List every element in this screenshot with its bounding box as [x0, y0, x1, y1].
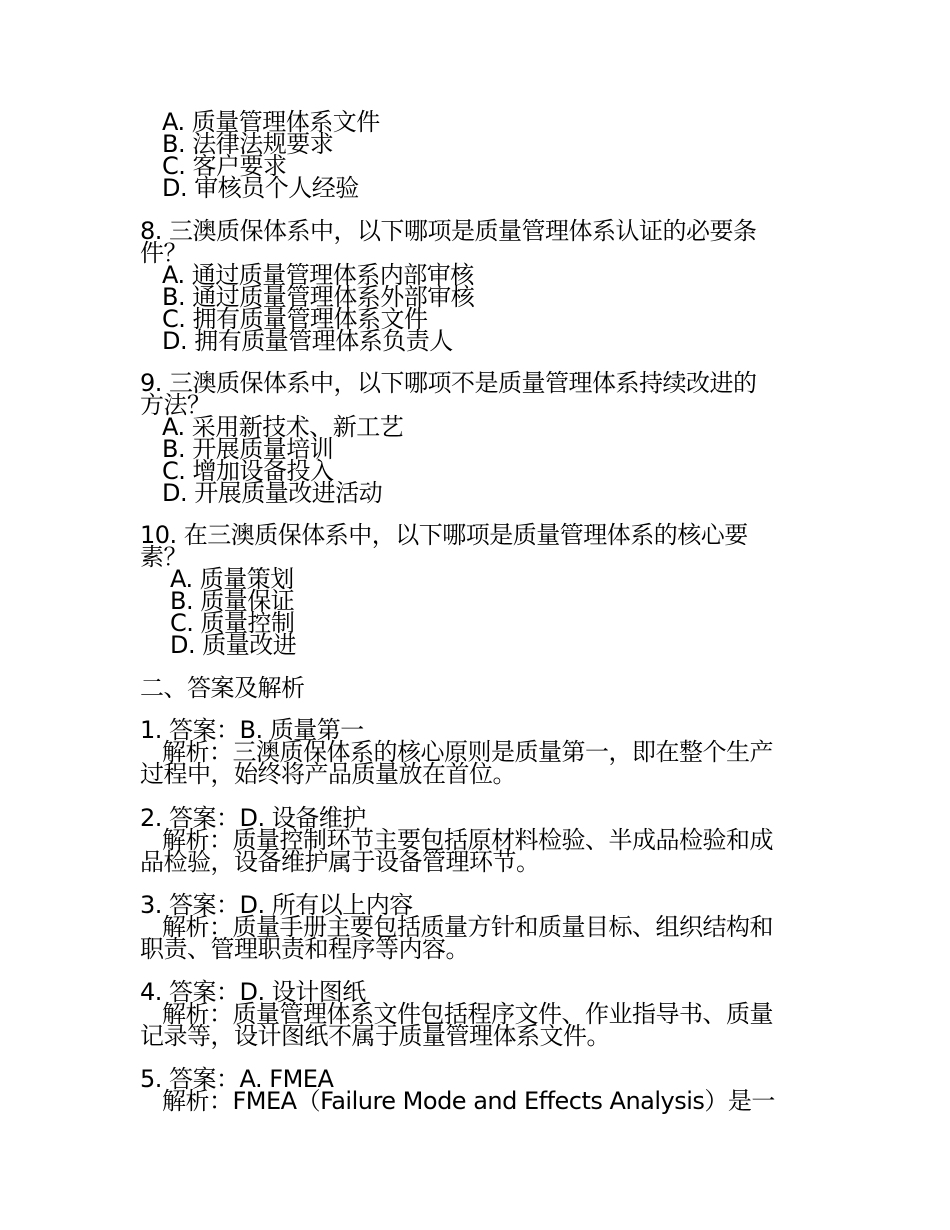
question-stem-line: 10. 在三澳质保体系中，以下哪项是质量管理体系的核心要 [140, 521, 748, 549]
option-line: B. 开展质量培训 [162, 435, 334, 463]
answer-line: 3. 答案：D. 所有以上内容 [140, 891, 413, 919]
explanation-line: 品检验，设备维护属于设备管理环节。 [140, 848, 540, 876]
option-line: D. 质量改进 [170, 631, 297, 659]
answer-line: 1. 答案：B. 质量第一 [140, 716, 364, 744]
option-line: C. 拥有质量管理体系文件 [162, 305, 428, 333]
question-stem-line: 方法？ [140, 391, 211, 419]
explanation-line: 解析：三澳质保体系的核心原则是质量第一，即在整个生产 [162, 738, 773, 766]
explanation-line: 解析：质量管理体系文件包括程序文件、作业指导书、质量 [162, 1000, 773, 1028]
option-line: C. 客户要求 [162, 152, 287, 180]
option-line: D. 开展质量改进活动 [162, 479, 383, 507]
explanation-line: 解析：质量控制环节主要包括原材料检验、半成品检验和成 [162, 826, 773, 854]
explanation-line: 职责、管理职责和程序等内容。 [140, 935, 469, 963]
option-line: B. 质量保证 [170, 587, 295, 615]
option-line: C. 质量控制 [170, 609, 295, 637]
answer-line: 5. 答案：A. FMEA [140, 1065, 334, 1093]
explanation-line: 解析：质量手册主要包括质量方针和质量目标、组织结构和 [162, 913, 773, 941]
question-stem-line: 9. 三澳质保体系中，以下哪项不是质量管理体系持续改进的 [140, 369, 757, 397]
option-line: A. 采用新技术、新工艺 [162, 413, 404, 441]
question-stem-line: 素？ [140, 543, 187, 571]
option-line: D. 审核员个人经验 [162, 174, 359, 202]
explanation-line: 解析：FMEA（Failure Mode and Effects Analysis）是一 [162, 1087, 775, 1115]
section-heading: 二、答案及解析 [140, 674, 305, 702]
option-line: D. 拥有质量管理体系负责人 [162, 327, 453, 355]
option-line: C. 增加设备投入 [162, 457, 334, 485]
answer-line: 4. 答案：D. 设计图纸 [140, 978, 366, 1006]
option-line: A. 质量策划 [170, 565, 294, 593]
option-line: A. 通过质量管理体系内部审核 [162, 261, 474, 289]
option-line: B. 通过质量管理体系外部审核 [162, 283, 475, 311]
explanation-line: 过程中，始终将产品质量放在首位。 [140, 760, 516, 788]
answer-line: 2. 答案：D. 设备维护 [140, 804, 366, 832]
option-line: B. 法律法规要求 [162, 130, 334, 158]
question-stem-line: 8. 三澳质保体系中，以下哪项是质量管理体系认证的必要条 [140, 217, 757, 245]
explanation-line: 记录等，设计图纸不属于质量管理体系文件。 [140, 1022, 610, 1050]
option-line: A. 质量管理体系文件 [162, 108, 380, 136]
question-stem-line: 件？ [140, 239, 187, 267]
